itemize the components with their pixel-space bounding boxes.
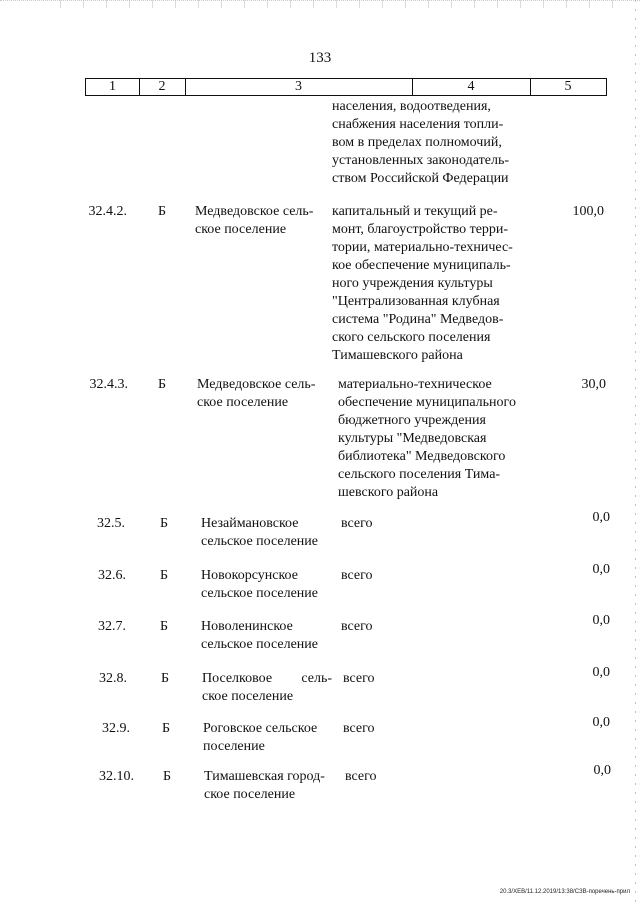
row-value: 0,0 xyxy=(592,613,610,628)
row-name-line: ское поселение xyxy=(195,222,287,237)
continuation-line: ством Российской Федерации xyxy=(332,171,509,186)
row-name-line: Медведовское сель- xyxy=(195,204,314,219)
row-name-line: Медведовское сель- xyxy=(197,377,316,392)
continuation-line: снабжения населения топли- xyxy=(332,117,504,132)
row-description-line: всего xyxy=(341,516,373,531)
header-col-2: 2 xyxy=(139,79,186,95)
row-description-line: монт, благоустройство терри- xyxy=(332,222,509,237)
row-name xyxy=(197,376,332,412)
row-description xyxy=(341,515,441,533)
row-name-line: сельское поселение xyxy=(201,586,318,601)
row-category: Б xyxy=(162,721,171,736)
continuation-line: населения, водоотведения, xyxy=(332,99,491,114)
row-description xyxy=(338,376,528,502)
row-description-line: культуры "Медведовская xyxy=(338,431,487,446)
row-name-line: Роговское сельское xyxy=(203,721,318,736)
row-number: 32.4.2. xyxy=(88,204,127,219)
row-description-line: капитальный и текущий ре- xyxy=(332,204,498,219)
row-number: 32.10. xyxy=(99,769,134,784)
row-description-line: тории, материально-техничес- xyxy=(332,240,513,255)
row-name-line: Новоленинское xyxy=(201,619,293,634)
row-value: 100,0 xyxy=(572,204,604,219)
row-description xyxy=(343,670,443,688)
row-description-line: всего xyxy=(341,619,373,634)
row-description-line: сельского поселения Тима- xyxy=(338,467,501,482)
row-description-line: материально-техническое xyxy=(338,377,492,392)
row-number: 32.7. xyxy=(98,619,126,634)
row-name-line: сельское поселение xyxy=(201,637,318,652)
row-name xyxy=(203,720,338,756)
row-name xyxy=(201,515,336,551)
row-description xyxy=(332,203,525,365)
row-name xyxy=(195,203,330,239)
table-header-row xyxy=(85,78,607,96)
row-description-line: библиотека" Медведовского xyxy=(338,449,506,464)
row-name-line: ское поселение xyxy=(202,689,294,704)
row-name xyxy=(204,768,339,804)
row-name xyxy=(201,618,336,654)
continuation-text xyxy=(332,98,522,188)
row-category: Б xyxy=(161,671,170,686)
row-description-line: кое обеспечение муниципаль- xyxy=(332,258,511,273)
continuation-line: вом в пределах полномочий, xyxy=(332,135,502,150)
row-value: 30,0 xyxy=(581,377,606,392)
row-name-line: сельское поселение xyxy=(201,534,318,549)
header-col-5: 5 xyxy=(564,79,572,94)
row-number: 32.8. xyxy=(99,671,127,686)
row-category: Б xyxy=(163,769,172,784)
row-category: Б xyxy=(160,568,169,583)
row-category: Б xyxy=(158,377,167,392)
row-category: Б xyxy=(160,619,169,634)
row-name-line: ское поселение xyxy=(197,395,289,410)
header-col-1: 1 xyxy=(86,79,140,95)
row-name-line: Новокорсунское xyxy=(201,568,298,583)
row-description-line: бюджетного учреждения xyxy=(338,413,486,428)
row-number: 32.9. xyxy=(102,721,130,736)
row-description-line: ного учреждения культуры xyxy=(332,276,493,291)
row-value: 0,0 xyxy=(592,510,610,525)
row-name xyxy=(202,670,332,706)
row-value: 0,0 xyxy=(593,763,611,778)
row-name-line: поселение xyxy=(203,739,265,754)
row-value: 0,0 xyxy=(592,665,610,680)
header-col-4: 4 xyxy=(412,79,531,95)
row-name-line: ское поселение xyxy=(204,787,296,802)
scan-right-edge xyxy=(635,0,636,905)
row-name-line: Поселковое сель- xyxy=(202,671,332,686)
row-name-line: Тимашевская город- xyxy=(204,769,325,784)
row-description xyxy=(341,567,441,585)
row-number: 32.4.3. xyxy=(89,377,128,392)
row-description-line: "Централизованная клубная xyxy=(332,294,500,309)
row-category: Б xyxy=(160,516,169,531)
row-number: 32.5. xyxy=(97,516,125,531)
row-number: 32.6. xyxy=(98,568,126,583)
scan-top-marks xyxy=(60,0,620,8)
row-description-line: всего xyxy=(341,568,373,583)
row-description xyxy=(345,768,445,786)
row-description-line: всего xyxy=(343,721,375,736)
row-category: Б xyxy=(158,204,167,219)
row-value: 0,0 xyxy=(592,715,610,730)
row-name xyxy=(201,567,336,603)
header-col-3: 3 xyxy=(185,79,413,95)
row-description-line: всего xyxy=(343,671,375,686)
row-description-line: обеспечение муниципального xyxy=(338,395,516,410)
row-value: 0,0 xyxy=(592,562,610,577)
row-description-line: шевского района xyxy=(338,485,439,500)
continuation-line: установленных законодатель- xyxy=(332,153,509,168)
row-description-line: ского сельского поселения xyxy=(332,330,491,345)
row-description-line: система "Родина" Медведов- xyxy=(332,312,504,327)
page-number: 133 xyxy=(308,50,332,66)
row-description-line: Тимашевского района xyxy=(332,348,463,363)
document-footer-code: 20.3/ХЕВ/11.12.2019/13:38/СЗВ-поречень-прил xyxy=(499,889,630,895)
row-name-line: Незаймановское xyxy=(201,516,299,531)
row-description-line: всего xyxy=(345,769,377,784)
row-description xyxy=(343,720,443,738)
row-description xyxy=(341,618,441,636)
